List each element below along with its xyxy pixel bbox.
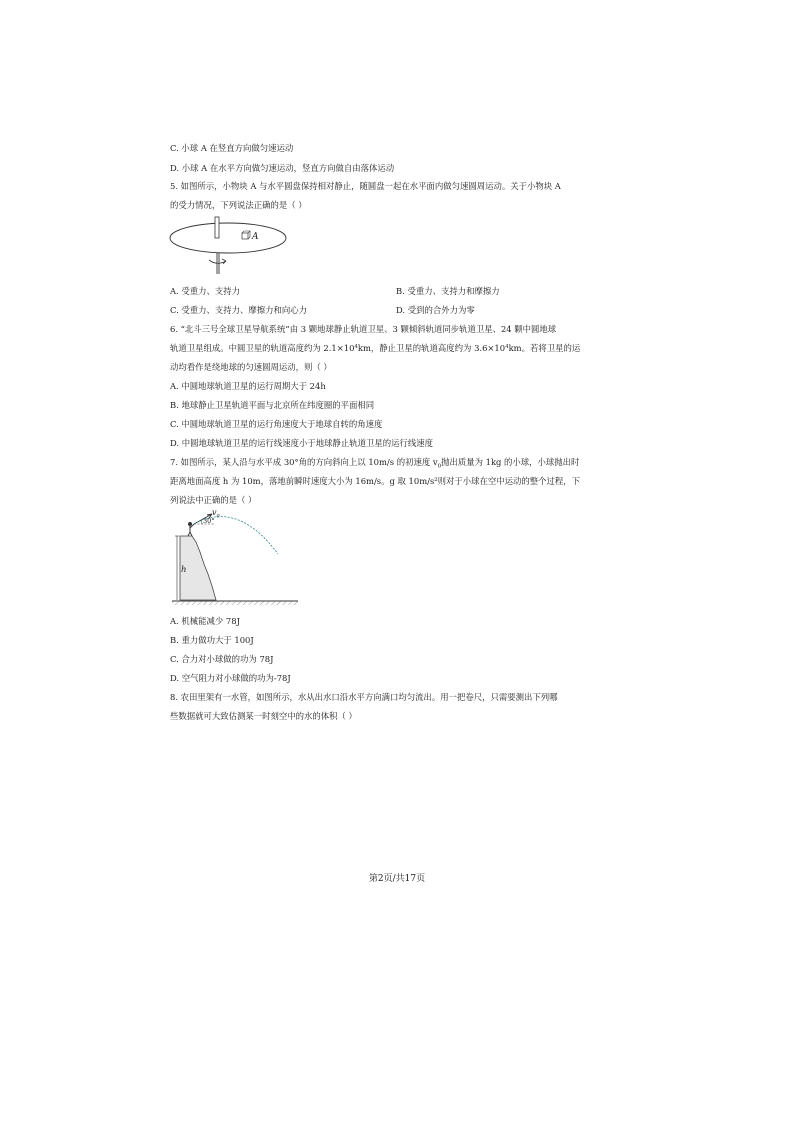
q7-figure-h-label: h xyxy=(181,565,187,575)
q5-option-d: D. 受到的合外力为零 xyxy=(396,305,475,315)
q6-stem-line2: 轨道卫星组成。中圆卫星的轨道高度约为 $2.1\times 10^4km$，静止卫星的轨道高度约为 $3.6\times 10^4km$。若将卫星的运 xyxy=(170,343,581,353)
q8-stem-line2: 些数据就可大致估测某一时刻空中的水的体积（ ） xyxy=(170,711,357,721)
q5-rotating-disk-figure xyxy=(168,216,308,276)
q7-option-b: B. 重力做功大于 100J xyxy=(170,635,254,645)
page-footer: 第2页/共17页 xyxy=(368,874,426,884)
q6-option-d: D. 中圆地球轨道卫星的运行线速度小于地球静止轨道卫星的运行线速度 xyxy=(170,438,433,448)
q4-option-d: D. 小球 A 在水平方向做匀速运动，竖直方向做自由落体运动 xyxy=(170,163,395,173)
q7-option-d: D. 空气阻力对小球做的功为-78J xyxy=(170,673,291,683)
q6-stem-line1: 6. “北斗三号全球卫星导航系统”由 3 颗地球静止轨道卫星、3 颗倾斜轨道同步轨道卫星、24 颗中圆地球 xyxy=(170,324,557,334)
q7-stem-line1: 7. 如图所示，某人沿与水平成 30°角的方向斜向上以 10m/s 的初速度 $v_0$抛出质量为 1kg 的小球，小球抛出时 xyxy=(170,457,580,470)
q5-option-a: A. 受重力、支持力 xyxy=(170,286,240,296)
q5-stem-line2: 的受力情况，下列说法正确的是（ ） xyxy=(170,200,307,210)
q4-option-c: C. 小球 A 在竖直方向做匀速运动 xyxy=(170,143,294,153)
q5-option-c: C. 受重力、支持力、摩擦力和向心力 xyxy=(170,305,308,315)
q7-figure-v0-label: $v_0$ xyxy=(212,508,220,520)
q5-figure-label-a: A xyxy=(252,232,259,242)
q6-option-a: A. 中圆地球轨道卫星的运行周期大于 24h xyxy=(170,381,326,391)
q7-figure-angle-label: 30° xyxy=(203,517,215,525)
q7-option-c: C. 合力对小球做的功为 78J xyxy=(170,654,274,664)
q7-option-a: A. 机械能减少 78J xyxy=(170,616,240,626)
q6-option-c: C. 中圆地球轨道卫星的运行角速度大于地球自转的角速度 xyxy=(170,419,383,429)
q6-option-b: B. 地球静止卫星轨道平面与北京所在纬度圈的平面相同 xyxy=(170,400,375,410)
q7-stem-line2: 距离地面高度 h 为 10m，落地前瞬时速度大小为 16m/s。g 取 10m/s²则对于小球在空中运动的整个过程，下 xyxy=(170,476,580,486)
q6-stem-line3: 动均看作是绕地球的匀速圆周运动，则（ ） xyxy=(170,362,332,372)
q7-stem-line3: 列说法中正确的是（ ） xyxy=(170,495,257,505)
q5-stem-line1: 5. 如图所示，小物块 A 与水平圆盘保持相对静止，随圆盘一起在水平面内做匀速圆周运动。关于小物块 A xyxy=(170,181,561,191)
q8-stem-line1: 8. 农田里架有一水管，如图所示，水从出水口沿水平方向满口均匀流出。用一把卷尺，只需要测出下列哪 xyxy=(170,692,558,702)
q7-cliff-projectile-figure xyxy=(170,508,300,608)
q5-option-b: B. 受重力、支持力和摩擦力 xyxy=(396,286,500,296)
